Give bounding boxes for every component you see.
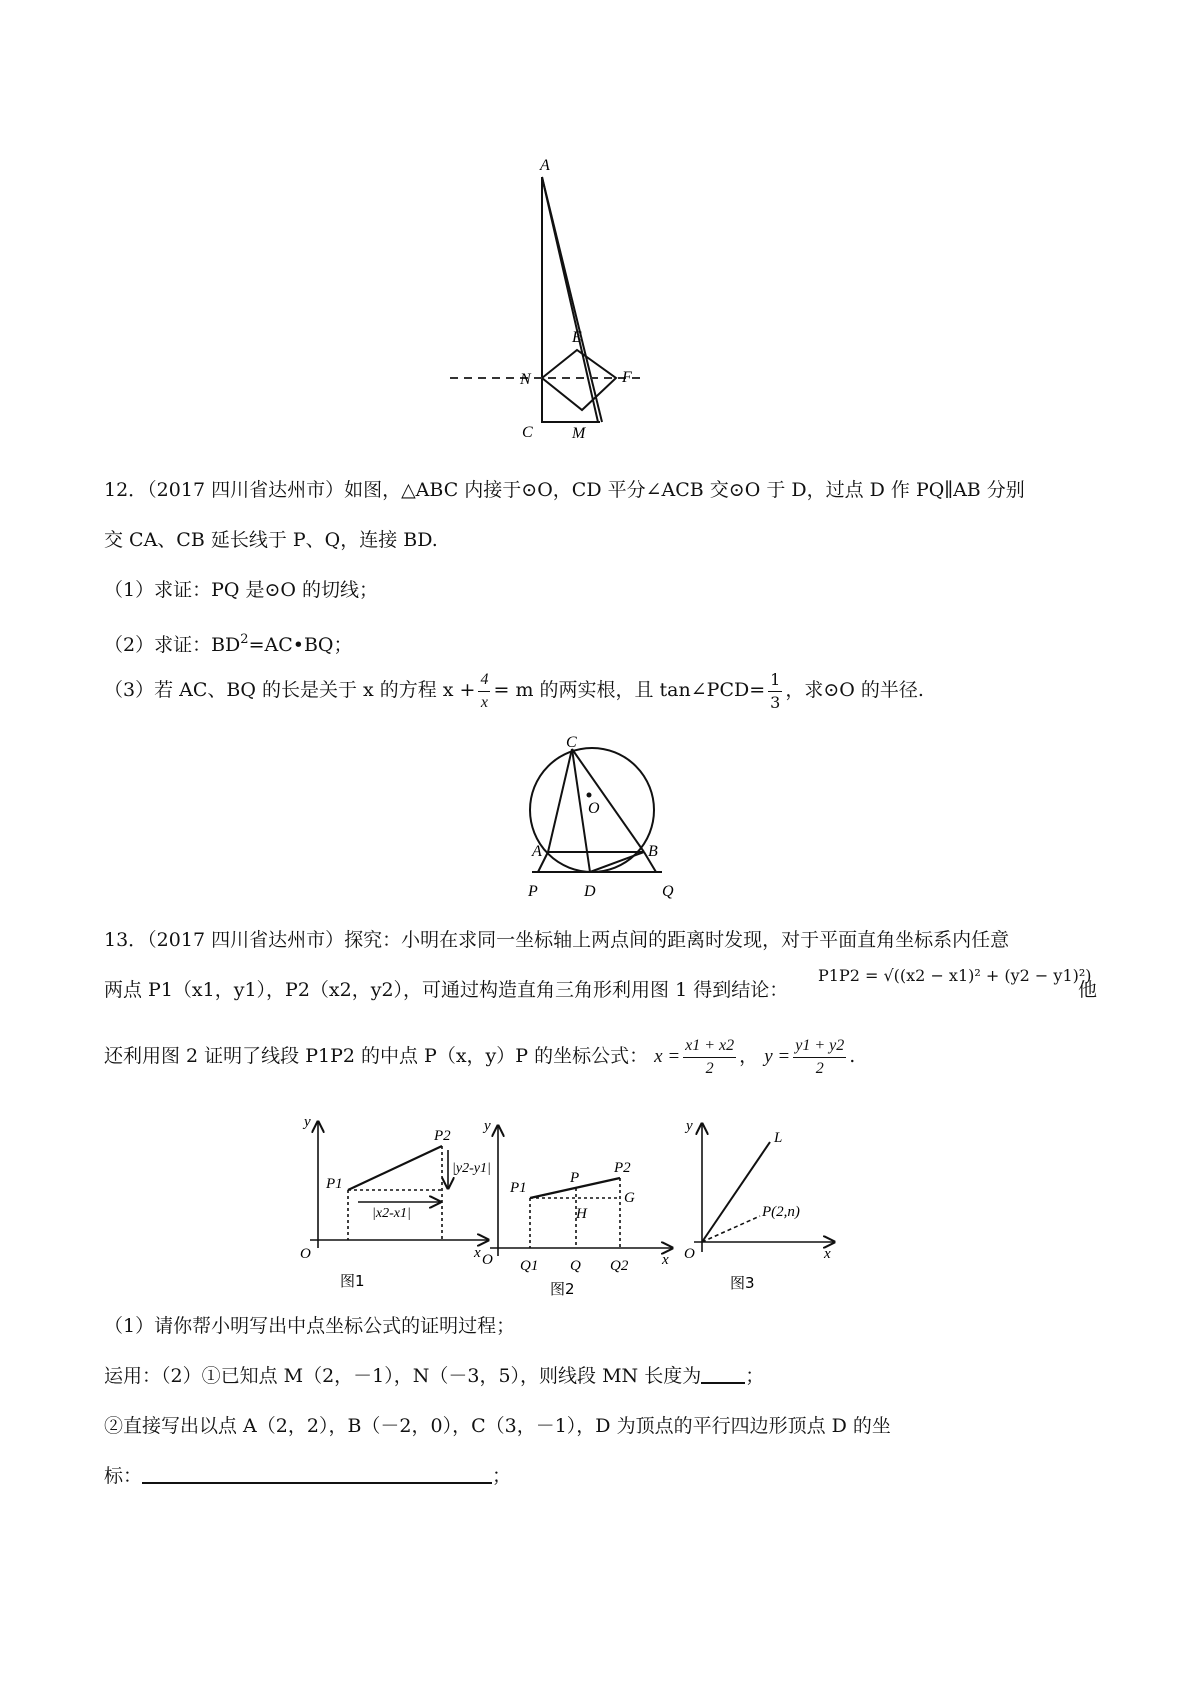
q13-part2-suffix: ； xyxy=(745,1365,765,1387)
fig2-P1: P1 xyxy=(510,1180,527,1196)
fig2-Q: Q xyxy=(570,1258,581,1274)
answer-blank-d[interactable] xyxy=(142,1462,492,1484)
q13-part3-prefix: 标： xyxy=(104,1465,143,1487)
fig2-P2: P2 xyxy=(614,1160,631,1176)
q12-part2-prefix: （2）求证：BD xyxy=(104,634,241,656)
fig3 xyxy=(694,1124,834,1252)
q12-part3 xyxy=(104,666,924,714)
fig1-dx: |x2-x1| xyxy=(372,1206,411,1221)
q13-midy-frac: $\frac{y1 + y2}{2}$ xyxy=(795,1036,845,1077)
q12-part3-mid: = m 的两实根，且 tan∠PCD= xyxy=(493,679,766,701)
fig1-caption: 图1 xyxy=(340,1272,365,1290)
q13-part2-prefix: 运用：（2）①已知点 M（2，－1），N（－3，5），则线段 MN 长度为 xyxy=(104,1365,702,1387)
fig1-dy: |y2-y1| xyxy=(452,1161,491,1176)
q13-line1: 13．（2017 四川省达州市）探究：小明在求同一坐标轴上两点间的距离时发现，对于平面直角坐标系内任意 xyxy=(104,929,1010,951)
q12-line1: 12．（2017 四川省达州市）如图，△ABC 内接于⊙O，CD 平分∠ACB 交⊙O 于 D，过点 D 作 PQ∥AB 分别 xyxy=(104,479,1025,501)
label-N: N xyxy=(520,371,531,388)
q13-line2-suffix: 他 xyxy=(1078,979,1098,1001)
q13-midx-frac: $\frac{x1 + x2}{2}$ xyxy=(685,1036,735,1077)
fig3-O: O xyxy=(684,1246,695,1262)
q13-distance-formula: P1P2 = √((x2 − x1)² + (y2 − y1)²) xyxy=(818,966,1092,985)
fig2-Q2: Q2 xyxy=(610,1258,629,1274)
q13-midx-lhs: x = xyxy=(654,1046,681,1067)
label-F: F xyxy=(622,369,632,386)
fig1-O: O xyxy=(300,1246,311,1262)
figure-coordinate-diagrams xyxy=(290,1112,930,1302)
q13-line2 xyxy=(104,976,788,1004)
fig2-O: O xyxy=(482,1252,493,1268)
fig3-L: L xyxy=(774,1130,783,1146)
circle-label-Q: Q xyxy=(662,883,674,900)
fig2-Q1: Q1 xyxy=(520,1258,539,1274)
q13-line2-prefix: 两点 P xyxy=(104,979,161,1001)
label-A: A xyxy=(540,157,550,174)
fig1-x: x xyxy=(474,1245,481,1261)
circle-label-O: O xyxy=(588,800,600,817)
fig2-y: y xyxy=(484,1118,491,1134)
fig1-P1: P1 xyxy=(326,1176,343,1192)
fig3-P: P(2,n) xyxy=(762,1204,800,1220)
q13-part3-line2 xyxy=(104,1462,511,1490)
label-E: E xyxy=(572,329,582,346)
fig1-y: y xyxy=(304,1114,311,1130)
q13-line3-prefix: 还利用图 2 证明了线段 P1P2 的中点 P（x，y）P 的坐标公式： xyxy=(104,1045,649,1067)
q12-line2: 交 CA、CB 延长线于 P、Q，连接 BD. xyxy=(104,529,438,551)
fig2-G: G xyxy=(624,1190,635,1206)
circle-label-B: B xyxy=(648,843,658,860)
label-C: C xyxy=(522,424,533,440)
fig2-caption: 图2 xyxy=(550,1280,575,1298)
q12-part3-suffix: ，求⊙O 的半径. xyxy=(785,679,924,701)
fig1-P2: P2 xyxy=(434,1128,451,1144)
circle-label-P: P xyxy=(528,883,538,900)
q12-frac-1-3: $\frac{1}{3}$ xyxy=(770,669,781,712)
q13-part1: （1）请你帮小明写出中点坐标公式的证明过程； xyxy=(104,1315,516,1337)
fig3-caption: 图3 xyxy=(730,1274,755,1292)
q12-part3-prefix: （3）若 AC、BQ 的长是关于 x 的方程 x + xyxy=(104,679,476,701)
q13-part3-line1: ②直接写出以点 A（2，2），B（－2，0），C（3，－1），D 为顶点的平行四边形顶点 D 的坐 xyxy=(104,1415,891,1437)
q13-part2 xyxy=(104,1362,764,1390)
circle-label-C: C xyxy=(566,735,577,751)
q12-part2-sup: 2 xyxy=(240,632,249,647)
answer-blank-mn[interactable] xyxy=(701,1362,745,1384)
q13-part3-suffix: ； xyxy=(492,1465,512,1487)
figure-circle xyxy=(520,735,720,905)
fig3-y: y xyxy=(686,1118,693,1134)
fig2-P: P xyxy=(570,1170,580,1186)
figure-triangle-square xyxy=(430,140,690,440)
fig2-H: H xyxy=(576,1206,587,1222)
q12-frac-4x: $\frac{4}{x}$ xyxy=(480,670,489,711)
fig2-x: x xyxy=(662,1252,669,1268)
q12-part2-suffix: =AC•BQ； xyxy=(248,634,353,656)
q13-midy-lhs: y = xyxy=(764,1046,791,1067)
circle-label-A: A xyxy=(532,843,542,860)
q13-line3: 还利用图 2 证明了线段 P1P2 的中点 P（x，y）P 的坐标公式： x = $\frac{x1 + x2}{2}$ ， y = $\frac{y1 + y2}{2}$ . xyxy=(104,1032,855,1081)
fig3-x: x xyxy=(824,1246,831,1262)
label-M: M xyxy=(572,425,586,440)
q12-part2 xyxy=(104,626,353,659)
q12-part1: （1）求证：PQ 是⊙O 的切线； xyxy=(104,579,379,601)
circle-label-D: D xyxy=(584,883,596,900)
q13-line2-a: 1（x1，y1），P2（x2，y2），可通过构造直角三角形利用图 1 得到结论： xyxy=(160,979,789,1001)
